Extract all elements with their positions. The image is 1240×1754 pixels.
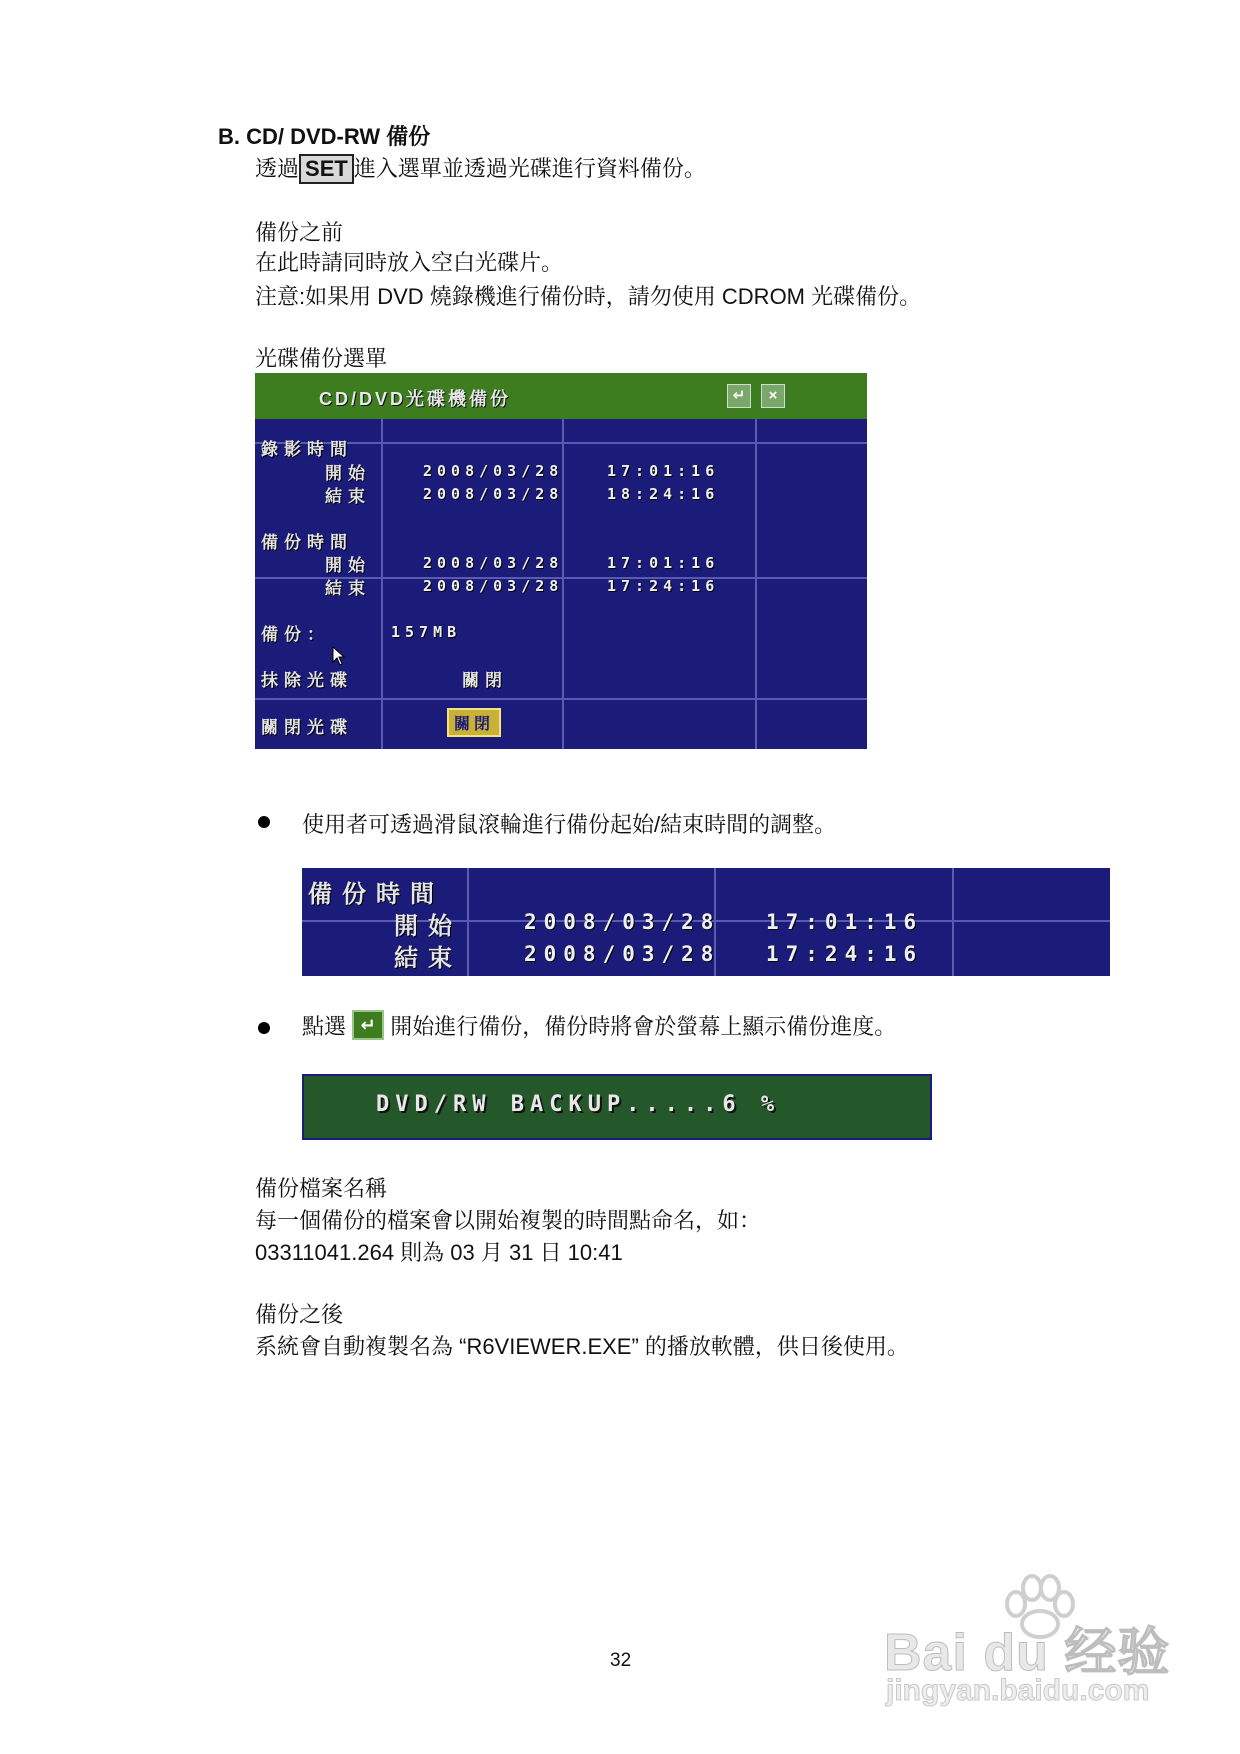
close-disc-label: 關閉光碟 (261, 718, 353, 737)
bullet2-after: 開始進行備份，備份時將會於螢幕上顯示備份進度。 (390, 1014, 897, 1039)
record-start-date: 2008/03/28 (423, 462, 564, 480)
page-number: 32 (610, 1650, 632, 1671)
backup-start-date[interactable]: 2008/03/28 (423, 554, 564, 572)
backup-end-date[interactable]: 2008/03/28 (423, 577, 564, 595)
backup-end-time[interactable]: 17:24:16 (607, 577, 720, 595)
crop-start-date: 2008/03/28 (524, 910, 721, 934)
grid-line (255, 698, 867, 700)
intro-line (255, 152, 706, 184)
crop-start-time: 17:01:16 (766, 910, 924, 934)
bullet-dot (258, 816, 270, 828)
watermark-brand: Bai du 经验 (884, 1624, 1171, 1682)
bullet2-before: 點選 (302, 1014, 347, 1039)
backup-end-label: 結束 (325, 579, 371, 598)
record-end-label: 結束 (325, 487, 371, 506)
crop-end-time: 17:24:16 (766, 942, 924, 966)
grid-line (755, 419, 757, 749)
close-icon[interactable]: × (761, 384, 785, 408)
backup-start-label: 開始 (325, 556, 371, 575)
bullet2-text (302, 1010, 896, 1041)
after-backup-heading: 備份之後 (255, 1302, 344, 1327)
intro-before: 透過 (255, 156, 300, 181)
backup-time-label: 備份時間 (261, 533, 353, 552)
crop-start-label: 開始 (394, 913, 462, 940)
after-backup-line1: 系統會自動複製名為 “R6VIEWER.EXE” 的播放軟體，供日後使用。 (255, 1334, 909, 1359)
section-title: B. CD/ DVD-RW 備份 (218, 124, 431, 149)
before-backup-line1: 在此時請同時放入空白光碟片。 (255, 250, 564, 275)
erase-disc-label: 抹除光碟 (261, 671, 353, 690)
enter-icon: ↵ (352, 1010, 384, 1040)
record-start-label: 開始 (325, 464, 371, 483)
record-end-date: 2008/03/28 (423, 485, 564, 503)
bullet-dot (258, 1022, 270, 1034)
backup-progress-text: DVD/RW BACKUP.....6 % (376, 1092, 781, 1117)
grid-line (381, 419, 383, 749)
dvr-title: CD/DVD光碟機備份 (319, 389, 512, 409)
backup-progress-banner (302, 1074, 932, 1140)
backup-size-value: 157MB (391, 623, 462, 641)
record-end-time: 18:24:16 (607, 485, 720, 503)
backup-time-crop (302, 868, 1110, 976)
set-key: SET (299, 154, 354, 184)
grid-line (952, 868, 954, 976)
before-backup-heading: 備份之前 (255, 220, 344, 245)
before-backup-line2: 注意:如果用 DVD 燒錄機進行備份時，請勿使用 CDROM 光碟備份。 (255, 284, 922, 309)
erase-disc-value[interactable]: 關閉 (462, 671, 508, 690)
filename-heading: 備份檔案名稱 (255, 1176, 388, 1201)
backup-size-label: 備份： (261, 625, 330, 644)
record-start-time: 17:01:16 (607, 462, 720, 480)
dvr-backup-menu (255, 373, 867, 749)
filename-line1: 每一個備份的檔案會以開始複製的時間點命名，如： (255, 1208, 762, 1233)
bullet1-text: 使用者可透過滑鼠滾輪進行備份起始/結束時間的調整。 (302, 812, 837, 837)
dvr-titlebar (255, 373, 867, 419)
crop-end-label: 結束 (394, 945, 462, 972)
crop-backup-time-label: 備份時間 (308, 881, 444, 908)
record-time-label: 錄影時間 (261, 440, 353, 459)
watermark-url: jingyan.baidu.com (886, 1674, 1150, 1707)
intro-after: 進入選單並透過光碟進行資料備份。 (353, 156, 706, 181)
crop-end-date: 2008/03/28 (524, 942, 721, 966)
grid-line (467, 868, 469, 976)
filename-line2: 03311041.264 則為 03 月 31 日 10:41 (255, 1240, 623, 1265)
menu-caption: 光碟備份選單 (255, 346, 388, 371)
backup-start-time[interactable]: 17:01:16 (607, 554, 720, 572)
enter-icon[interactable]: ↵ (727, 384, 751, 408)
mouse-cursor-icon (332, 646, 346, 666)
close-disc-toggle[interactable]: 關閉 (447, 708, 501, 737)
